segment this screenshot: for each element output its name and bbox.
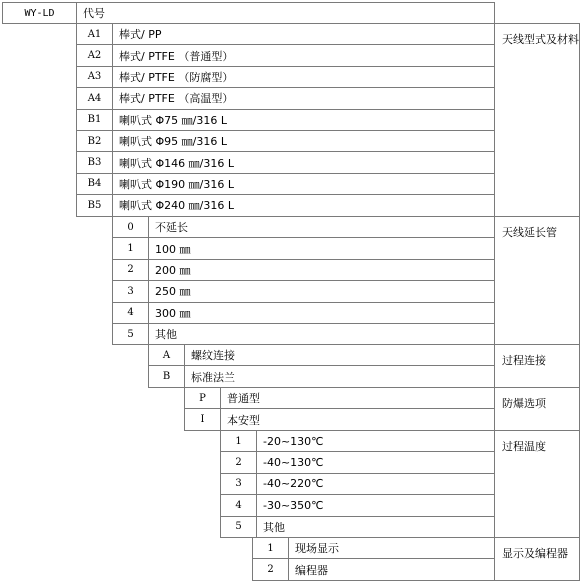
option-description bbox=[256, 473, 495, 495]
option-code bbox=[220, 451, 257, 473]
option-description-text: 不延长 bbox=[155, 221, 188, 235]
option-description bbox=[112, 173, 495, 195]
option-description-text: 棒式/ PTFE （普通型） bbox=[119, 49, 234, 63]
option-description-text: 250 ㎜ bbox=[155, 285, 191, 299]
option-code bbox=[76, 109, 113, 131]
option-description-text: 喇叭式 Φ95 ㎜/316 L bbox=[119, 135, 227, 149]
option-description-text: 100 ㎜ bbox=[155, 242, 191, 256]
option-code bbox=[76, 66, 113, 88]
option-code bbox=[252, 558, 289, 580]
option-description bbox=[112, 130, 495, 152]
option-description-text: 现场显示 bbox=[295, 542, 339, 556]
model-name: WY-LD bbox=[24, 7, 55, 19]
option-code-text: 5 bbox=[127, 328, 134, 340]
option-code bbox=[184, 408, 221, 430]
option-description bbox=[256, 494, 495, 516]
option-code bbox=[112, 302, 149, 324]
option-description-text: 本安型 bbox=[227, 413, 260, 427]
option-code-text: B1 bbox=[87, 114, 102, 126]
category-label bbox=[494, 344, 580, 388]
option-description-text: 螺纹连接 bbox=[191, 349, 235, 363]
option-description-text: 喇叭式 Φ190 ㎜/316 L bbox=[119, 177, 234, 191]
option-description bbox=[112, 23, 495, 45]
option-description-text: 棒式/ PTFE （高温型） bbox=[119, 92, 234, 106]
option-code-text: 3 bbox=[235, 478, 242, 490]
option-description bbox=[288, 558, 495, 580]
option-description-text: 300 ㎜ bbox=[155, 306, 191, 320]
option-code-text: 1 bbox=[267, 542, 274, 554]
option-code-text: B bbox=[162, 371, 171, 383]
option-code-text: 0 bbox=[127, 221, 134, 233]
option-code-text: 5 bbox=[235, 521, 242, 533]
option-code bbox=[252, 537, 289, 559]
option-code-text: B3 bbox=[87, 157, 102, 169]
category-label-text: 天线型式及材料 bbox=[502, 33, 579, 46]
option-code bbox=[112, 237, 149, 259]
option-code-text: B2 bbox=[87, 135, 102, 147]
option-description-text: 其他 bbox=[263, 520, 285, 534]
option-code bbox=[76, 173, 113, 195]
category-label bbox=[494, 216, 580, 345]
option-code bbox=[220, 516, 257, 538]
option-description bbox=[112, 194, 495, 216]
option-description bbox=[112, 109, 495, 131]
option-code bbox=[76, 194, 113, 216]
option-code bbox=[76, 130, 113, 152]
option-code-text: B5 bbox=[87, 199, 102, 211]
option-code bbox=[220, 494, 257, 516]
option-code bbox=[76, 23, 113, 45]
option-code-text: P bbox=[199, 392, 206, 404]
option-code bbox=[76, 151, 113, 173]
category-label-text: 天线延长管 bbox=[502, 226, 557, 239]
option-code-text: 1 bbox=[235, 435, 242, 447]
option-description bbox=[112, 87, 495, 109]
option-description-text: -40~220℃ bbox=[263, 477, 324, 491]
option-code-text: I bbox=[200, 414, 205, 426]
option-description-text: 喇叭式 Φ146 ㎜/316 L bbox=[119, 156, 234, 170]
option-description bbox=[112, 66, 495, 88]
category-label-text: 防爆选项 bbox=[502, 397, 546, 410]
option-code-text: A bbox=[162, 349, 171, 361]
option-description-text: 喇叭式 Φ75 ㎜/316 L bbox=[119, 113, 227, 127]
option-code-text: A2 bbox=[87, 50, 102, 62]
option-description bbox=[220, 387, 495, 409]
option-code-text: 2 bbox=[127, 264, 134, 276]
option-description-text: 标准法兰 bbox=[191, 370, 235, 384]
option-description bbox=[148, 323, 495, 345]
option-code-text: A1 bbox=[87, 28, 102, 40]
option-description-text: 棒式/ PTFE （防腐型） bbox=[119, 70, 234, 84]
option-description-text: 普通型 bbox=[227, 392, 260, 406]
option-description bbox=[256, 451, 495, 473]
option-description-text: -30~350℃ bbox=[263, 498, 324, 512]
option-description bbox=[184, 344, 495, 366]
option-code bbox=[76, 87, 113, 109]
option-code-text: 1 bbox=[127, 243, 134, 255]
option-description-text: 棒式/ PP bbox=[119, 28, 162, 42]
option-code bbox=[112, 323, 149, 345]
option-description-text: 喇叭式 Φ240 ㎜/316 L bbox=[119, 199, 234, 213]
option-code-text: A3 bbox=[87, 71, 102, 83]
option-code-text: 3 bbox=[127, 285, 134, 297]
option-description bbox=[184, 365, 495, 387]
option-code bbox=[148, 344, 185, 366]
option-code bbox=[76, 44, 113, 66]
option-description-text: 其他 bbox=[155, 328, 177, 342]
option-code bbox=[220, 473, 257, 495]
option-description bbox=[256, 516, 495, 538]
option-code-text: 2 bbox=[267, 564, 274, 576]
category-label bbox=[494, 430, 580, 538]
option-description bbox=[220, 408, 495, 430]
option-code-text: 4 bbox=[235, 499, 242, 511]
option-description bbox=[148, 237, 495, 259]
option-description-text: -20~130℃ bbox=[263, 434, 324, 448]
option-code bbox=[112, 216, 149, 238]
option-code bbox=[184, 387, 221, 409]
option-description bbox=[148, 259, 495, 281]
option-description-text: -40~130℃ bbox=[263, 456, 324, 470]
option-description bbox=[148, 280, 495, 302]
category-label-text: 过程温度 bbox=[502, 440, 546, 453]
option-code-text: 4 bbox=[127, 307, 134, 319]
option-code bbox=[148, 365, 185, 387]
option-description bbox=[148, 302, 495, 324]
category-label-text: 过程连接 bbox=[502, 354, 546, 367]
category-label bbox=[494, 387, 580, 431]
code-header-cell bbox=[76, 2, 495, 24]
option-code bbox=[112, 259, 149, 281]
option-code bbox=[112, 280, 149, 302]
option-description-text: 200 ㎜ bbox=[155, 263, 191, 277]
option-description bbox=[288, 537, 495, 559]
code-header: 代号 bbox=[83, 7, 105, 20]
option-code-text: A4 bbox=[87, 92, 102, 104]
option-code-text: 2 bbox=[235, 457, 242, 469]
option-code bbox=[220, 430, 257, 452]
option-code-text: B4 bbox=[87, 178, 102, 190]
category-label bbox=[494, 537, 580, 581]
option-description bbox=[112, 151, 495, 173]
option-description bbox=[256, 430, 495, 452]
model-name-cell bbox=[2, 2, 77, 24]
option-description-text: 编程器 bbox=[295, 563, 328, 577]
category-label bbox=[494, 23, 580, 217]
category-label-text: 显示及编程器 bbox=[502, 547, 568, 560]
option-description bbox=[148, 216, 495, 238]
option-description bbox=[112, 44, 495, 66]
